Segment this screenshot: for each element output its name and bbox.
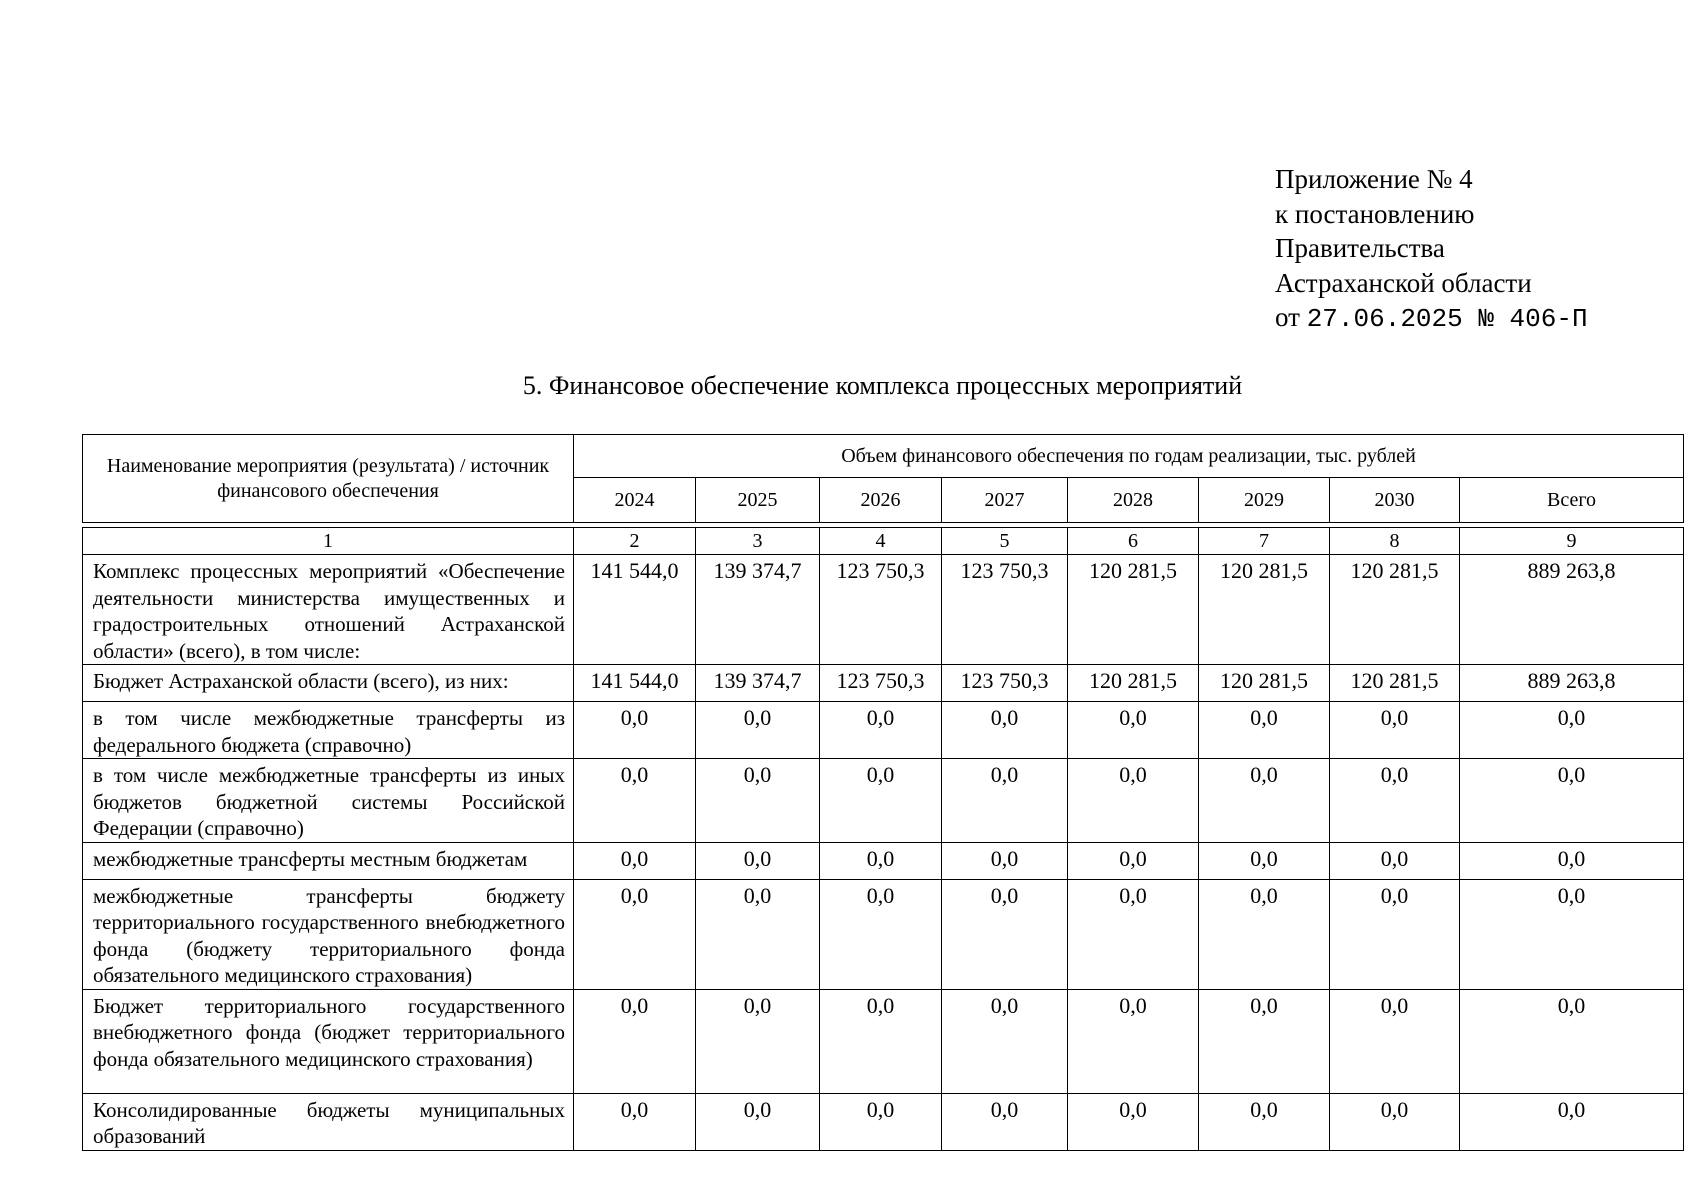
- row-value: 0,0: [820, 989, 942, 1093]
- row-value: 123 750,3: [942, 665, 1068, 702]
- row-value: 0,0: [574, 842, 696, 879]
- row-value: 0,0: [1330, 1093, 1460, 1150]
- row-value: 0,0: [696, 1093, 820, 1150]
- header-year: 2029: [1199, 478, 1330, 523]
- column-number: 1: [83, 528, 574, 555]
- header-year: 2025: [696, 478, 820, 523]
- row-total-value: 889 263,8: [1460, 665, 1684, 702]
- row-total-value: 0,0: [1460, 702, 1684, 759]
- row-value: 0,0: [574, 989, 696, 1093]
- row-value: 0,0: [1330, 842, 1460, 879]
- row-value: 0,0: [1199, 879, 1330, 989]
- table-row: [83, 665, 1684, 702]
- header-total: Всего: [1460, 478, 1684, 523]
- table-row: [83, 989, 1684, 1093]
- column-number: 5: [942, 528, 1068, 555]
- row-value: 0,0: [1330, 879, 1460, 989]
- row-value: 0,0: [1330, 702, 1460, 759]
- table-row: [83, 842, 1684, 879]
- appendix-date-prefix: от: [1275, 302, 1300, 332]
- row-value: 0,0: [820, 1093, 942, 1150]
- column-number: 4: [820, 528, 942, 555]
- row-value: 0,0: [1068, 702, 1199, 759]
- appendix-block: [1275, 162, 1588, 337]
- row-value: 0,0: [820, 842, 942, 879]
- table-row: [83, 702, 1684, 759]
- row-total-value: 0,0: [1460, 759, 1684, 843]
- row-name: Консолидированные бюджеты муниципальных образований: [83, 1093, 574, 1150]
- column-number: 6: [1068, 528, 1199, 555]
- row-total-value: 0,0: [1460, 842, 1684, 879]
- row-value: 0,0: [1068, 1093, 1199, 1150]
- appendix-line-resolution: к постановлению: [1275, 198, 1475, 229]
- appendix-date-line: [1275, 300, 1588, 337]
- column-number: 7: [1199, 528, 1330, 555]
- section-title: 5. Финансовое обеспечение комплекса процессных мероприятий: [522, 371, 1243, 400]
- appendix-title: Приложение № 4: [1275, 164, 1473, 194]
- row-value: 0,0: [942, 842, 1068, 879]
- row-value: 123 750,3: [820, 665, 942, 702]
- row-value: 139 374,7: [696, 555, 820, 665]
- row-value: 0,0: [696, 759, 820, 843]
- row-total-value: 889 263,8: [1460, 555, 1684, 665]
- row-value: 0,0: [574, 702, 696, 759]
- row-total-value: 0,0: [1460, 989, 1684, 1093]
- row-value: 0,0: [1068, 842, 1199, 879]
- column-number: 2: [574, 528, 696, 555]
- row-value: 0,0: [820, 879, 942, 989]
- row-value: 120 281,5: [1068, 555, 1199, 665]
- row-value: 0,0: [1199, 842, 1330, 879]
- row-value: 0,0: [696, 842, 820, 879]
- row-value: 0,0: [1068, 989, 1199, 1093]
- row-value: 0,0: [574, 879, 696, 989]
- column-numbers-row: [83, 528, 1684, 555]
- row-name: Бюджет территориального государственного внебюджетного фонда (бюджет территориального фонда обязательного медицинского страхования): [83, 989, 574, 1093]
- row-value: 0,0: [696, 989, 820, 1093]
- row-name: Бюджет Астраханской области (всего), из них:: [83, 665, 574, 702]
- row-value: 0,0: [1068, 759, 1199, 843]
- row-value: 0,0: [820, 702, 942, 759]
- row-value: 120 281,5: [1068, 665, 1199, 702]
- header-year: 2028: [1068, 478, 1199, 523]
- row-value: 0,0: [1330, 989, 1460, 1093]
- table-row: [83, 879, 1684, 989]
- row-value: 0,0: [574, 1093, 696, 1150]
- column-number: 3: [696, 528, 820, 555]
- row-value: 0,0: [942, 879, 1068, 989]
- column-number: 8: [1330, 528, 1460, 555]
- header-year: 2026: [820, 478, 942, 523]
- row-name: в том числе межбюджетные трансферты из федерального бюджета (справочно): [83, 702, 574, 759]
- row-total-value: 0,0: [1460, 1093, 1684, 1150]
- row-value: 0,0: [942, 1093, 1068, 1150]
- row-value: 0,0: [1068, 879, 1199, 989]
- row-value: 0,0: [1330, 759, 1460, 843]
- header-year: 2030: [1330, 478, 1460, 523]
- row-value: 0,0: [1199, 1093, 1330, 1150]
- row-value: 0,0: [696, 702, 820, 759]
- header-group: Объем финансового обеспечения по годам реализации, тыс. рублей: [574, 435, 1684, 478]
- row-value: 141 544,0: [574, 665, 696, 702]
- row-total-value: 0,0: [1460, 879, 1684, 989]
- row-value: 0,0: [696, 879, 820, 989]
- row-value: 0,0: [1199, 702, 1330, 759]
- row-value: 120 281,5: [1199, 665, 1330, 702]
- row-value: 0,0: [574, 759, 696, 843]
- table-row: [83, 555, 1684, 665]
- row-value: 120 281,5: [1199, 555, 1330, 665]
- appendix-date-number: 27.06.2025 № 406-П: [1306, 304, 1588, 334]
- appendix-line-region: Астраханской области: [1275, 267, 1532, 298]
- row-value: 0,0: [1199, 759, 1330, 843]
- table-row: [83, 1093, 1684, 1150]
- row-value: 0,0: [820, 759, 942, 843]
- table-row: [83, 759, 1684, 843]
- row-value: 123 750,3: [942, 555, 1068, 665]
- row-name: межбюджетные трансферты местным бюджетам: [83, 842, 574, 879]
- row-value: 0,0: [942, 989, 1068, 1093]
- row-value: 123 750,3: [820, 555, 942, 665]
- row-name: Комплекс процессных мероприятий «Обеспечение деятельности министерства имущественных и градостроительных отношений Астраханской области» (всего), в том числе:: [83, 555, 574, 665]
- header-year: 2027: [942, 478, 1068, 523]
- financing-table: [82, 434, 1684, 1151]
- row-value: 120 281,5: [1330, 555, 1460, 665]
- row-value: 0,0: [942, 702, 1068, 759]
- row-value: 0,0: [942, 759, 1068, 843]
- row-value: 0,0: [1199, 989, 1330, 1093]
- header-year: 2024: [574, 478, 696, 523]
- appendix-line-government: Правительства: [1275, 233, 1445, 263]
- row-name: межбюджетные трансферты бюджету территориального государственного внебюджетного фонда (бюджету территориального фонда обязательного медицинского страхования): [83, 879, 574, 989]
- row-value: 139 374,7: [696, 665, 820, 702]
- column-number: 9: [1460, 528, 1684, 555]
- header-name: Наименование мероприятия (результата) / источник финансового обеспечения: [83, 435, 574, 523]
- row-name: в том числе межбюджетные трансферты из иных бюджетов бюджетной системы Российской Федерации (справочно): [83, 759, 574, 843]
- row-value: 120 281,5: [1330, 665, 1460, 702]
- row-value: 141 544,0: [574, 555, 696, 665]
